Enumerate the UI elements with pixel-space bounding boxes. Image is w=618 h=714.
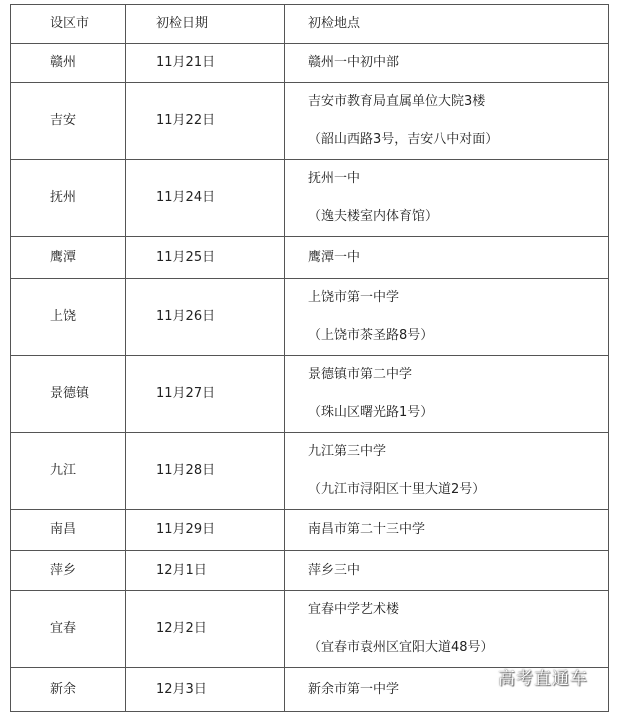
cell-city: 鹰潭: [11, 237, 126, 279]
place-note: （九江市浔阳区十里大道2号）: [308, 482, 486, 497]
place-note: （上饶市茶圣路8号）: [308, 328, 434, 343]
cell-city: 吉安: [11, 83, 126, 160]
place-name: 抚州一中: [308, 171, 361, 186]
table-row: [11, 551, 609, 591]
table-row: [11, 44, 609, 83]
cell-place: [285, 356, 609, 433]
table-row: [11, 160, 609, 237]
cell-city: 九江: [11, 433, 126, 510]
cell-city: 赣州: [11, 44, 126, 83]
cell-date: 12月3日: [126, 668, 285, 712]
watermark-logo-text: 高考直通车: [498, 669, 588, 689]
cell-city: 上饶: [11, 279, 126, 356]
table-row: [11, 83, 609, 160]
cell-date: 11月24日: [126, 160, 285, 237]
cell-date: 11月22日: [126, 83, 285, 160]
place-name: 上饶市第一中学: [308, 290, 400, 305]
place-name: 南昌市第二十三中学: [308, 522, 426, 537]
cell-date: 12月2日: [126, 591, 285, 668]
cell-date: 11月29日: [126, 510, 285, 551]
cell-place: [285, 510, 609, 551]
place-name: 鹰潭一中: [308, 249, 361, 265]
place-name: 景德镇市第二中学: [308, 367, 413, 382]
cell-city: 南昌: [11, 510, 126, 551]
cell-date: 11月26日: [126, 279, 285, 356]
place-name: 萍乡三中: [308, 562, 361, 578]
inspection-schedule-table: [10, 4, 609, 712]
place-name: 新余市第一中学: [308, 681, 400, 697]
header-city: 设区市: [11, 5, 126, 44]
table-row: [11, 433, 609, 510]
cell-date: 11月25日: [126, 237, 285, 279]
table-row: [11, 237, 609, 279]
cell-place: [285, 279, 609, 356]
cell-place: [285, 44, 609, 83]
cell-city: 宜春: [11, 591, 126, 668]
table-row: [11, 279, 609, 356]
cell-date: 11月27日: [126, 356, 285, 433]
place-name: 宜春中学艺术楼: [308, 602, 400, 617]
place-name: 赣州一中初中部: [308, 55, 400, 70]
cell-place: [285, 551, 609, 591]
place-note: （逸夫楼室内体育馆）: [308, 209, 439, 224]
cell-date: 11月21日: [126, 44, 285, 83]
place-note: （宜春市袁州区宜阳大道48号）: [308, 640, 494, 655]
cell-place: [285, 591, 609, 668]
header-row: [11, 5, 609, 44]
cell-place: [285, 237, 609, 279]
place-name: 吉安市教育局直属单位大院3楼: [308, 94, 486, 109]
table-row: [11, 510, 609, 551]
place-note: （韶山西路3号，吉安八中对面）: [308, 132, 499, 147]
cell-date: 11月28日: [126, 433, 285, 510]
cell-place: [285, 83, 609, 160]
place-name: 九江第三中学: [308, 444, 387, 459]
cell-city: 抚州: [11, 160, 126, 237]
place-note: （珠山区曙光路1号）: [308, 405, 434, 420]
cell-city: 萍乡: [11, 551, 126, 591]
cell-date: 12月1日: [126, 551, 285, 591]
header-date: 初检日期: [126, 5, 285, 44]
cell-place: [285, 433, 609, 510]
cell-place: [285, 160, 609, 237]
table-row: [11, 591, 609, 668]
table-row: [11, 356, 609, 433]
cell-city: 新余: [11, 668, 126, 712]
cell-city: 景德镇: [11, 356, 126, 433]
header-place: 初检地点: [285, 5, 609, 44]
